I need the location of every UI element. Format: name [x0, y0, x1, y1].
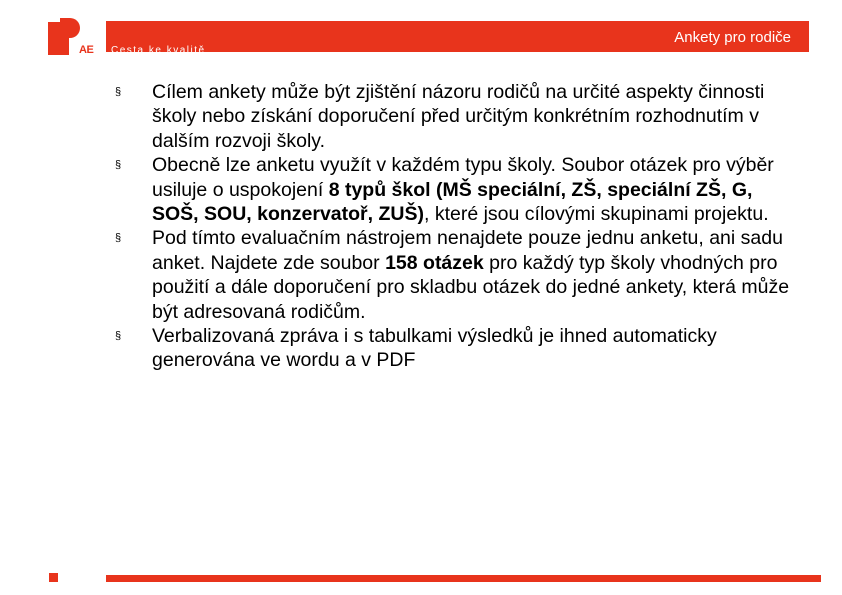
logo-mark-bowl [60, 18, 80, 38]
bullet-text: , které jsou cílovými skupinami projektu. [423, 203, 769, 226]
list-item [110, 324, 800, 373]
bullet-text-bold: 158 otázek [385, 251, 484, 274]
list-item [110, 226, 800, 324]
bullet-text: pro každý typ školy vhodných pro použití a dále doporučení pro skladbu otázek do jedné ankety, která může být adresovaná rodičům. [152, 251, 790, 323]
list-item [110, 153, 800, 226]
footer-square [49, 573, 58, 582]
bullet-icon: § [115, 232, 122, 245]
bullet-text: Obecně lze anketu využít v každém typu školy. Soubor otázek pro výběr usiluje o uspokojení [152, 154, 774, 201]
bullet-text: Pod tímto evaluačním nástrojem nenajdete pouze jednu anketu, ani sadu anket. Najdete zde soubor [152, 227, 783, 274]
bullet-icon: § [115, 159, 122, 172]
logo-text: AE [79, 44, 94, 56]
bullet-text-bold: 8 typů škol (MŠ speciální, ZŠ, speciální ZŠ, G, SOŠ, SOU, konzervatoř, ZUŠ) [152, 178, 753, 226]
bullet-icon: § [115, 86, 122, 98]
bullet-text: Verbalizovaná zpráva i s tabulkami výsledků je ihned automaticky generována ve wordu a v PDF [152, 325, 717, 372]
tagline: Cesta ke kvalitě [111, 45, 206, 56]
bullet-text: Cílem ankety může být zjištění názoru rodičů na určité aspekty činnosti školy nebo získání doporučení před určitým konkrétním rozhodnutím v dalším rozvoji školy. [152, 81, 765, 152]
footer-bar [106, 575, 821, 582]
bullet-list [110, 80, 800, 373]
list-item [110, 80, 800, 153]
bullet-icon: § [115, 330, 122, 343]
header-bar [106, 21, 809, 52]
slide-title: Ankety pro rodiče [674, 29, 791, 46]
